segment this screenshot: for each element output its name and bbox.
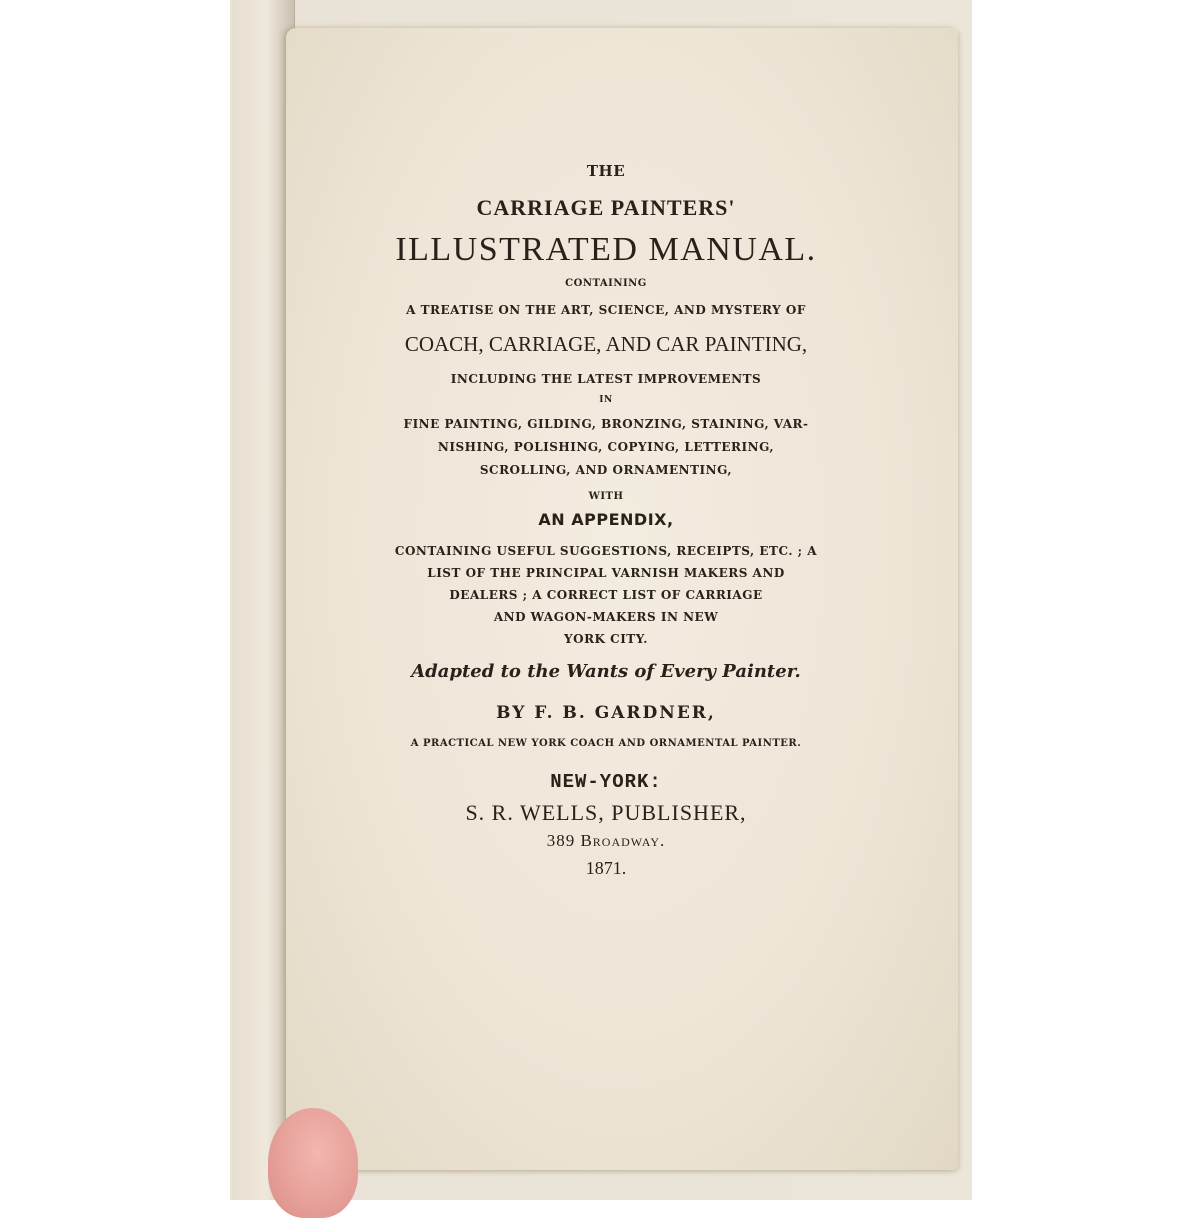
fine-line-1: FINE PAINTING, GILDING, BRONZING, STAINING, VAR- bbox=[403, 417, 809, 431]
adapted-line: Adapted to the Wants of Every Painter. bbox=[411, 661, 801, 682]
fine-line-3: SCROLLING, AND ORNAMENTING, bbox=[479, 463, 733, 477]
in-label: IN bbox=[599, 395, 613, 405]
publisher-address: 389 Broadway. bbox=[546, 831, 666, 850]
coach-line: COACH, CARRIAGE, AND CAR PAINTING, bbox=[404, 332, 808, 356]
background-left bbox=[0, 0, 230, 1200]
contents-line-4: AND WAGON-MAKERS IN NEW bbox=[493, 610, 719, 624]
background-right bbox=[970, 0, 1200, 1200]
thumb bbox=[268, 1108, 358, 1218]
publisher-name: S. R. WELLS, PUBLISHER, bbox=[465, 800, 747, 825]
title-illustrated-manual: ILLUSTRATED MANUAL. bbox=[395, 231, 817, 268]
fine-line-2: NISHING, POLISHING, COPYING, LETTERING, bbox=[437, 440, 775, 454]
contents-line-5: YORK CITY. bbox=[564, 632, 648, 646]
contents-line-3: DEALERS ; A CORRECT LIST OF CARRIAGE bbox=[449, 588, 763, 602]
contents-line-2: LIST OF THE PRINCIPAL VARNISH MAKERS AND bbox=[427, 566, 785, 580]
including-line: INCLUDING THE LATEST IMPROVEMENTS bbox=[450, 372, 762, 386]
author-line: BY F. B. GARDNER, bbox=[496, 703, 716, 723]
contents-line-1: CONTAINING USEFUL SUGGESTIONS, RECEIPTS, ETC. ; A bbox=[394, 544, 818, 558]
treatise-line: A TREATISE ON THE ART, SCIENCE, AND MYSTERY OF bbox=[406, 303, 806, 317]
title-the: THE bbox=[586, 162, 626, 180]
containing-label: CONTAINING bbox=[565, 278, 647, 289]
publisher-city: NEW-YORK: bbox=[550, 771, 662, 793]
author-description: A PRACTICAL NEW YORK COACH AND ORNAMENTAL PAINTER. bbox=[410, 738, 802, 749]
with-label: WITH bbox=[588, 491, 624, 502]
publication-year: 1871. bbox=[585, 858, 627, 878]
title-carriage-painters: CARRIAGE PAINTERS' bbox=[476, 195, 736, 220]
title-page-text bbox=[336, 150, 876, 877]
appendix-heading: AN APPENDIX, bbox=[538, 510, 674, 529]
